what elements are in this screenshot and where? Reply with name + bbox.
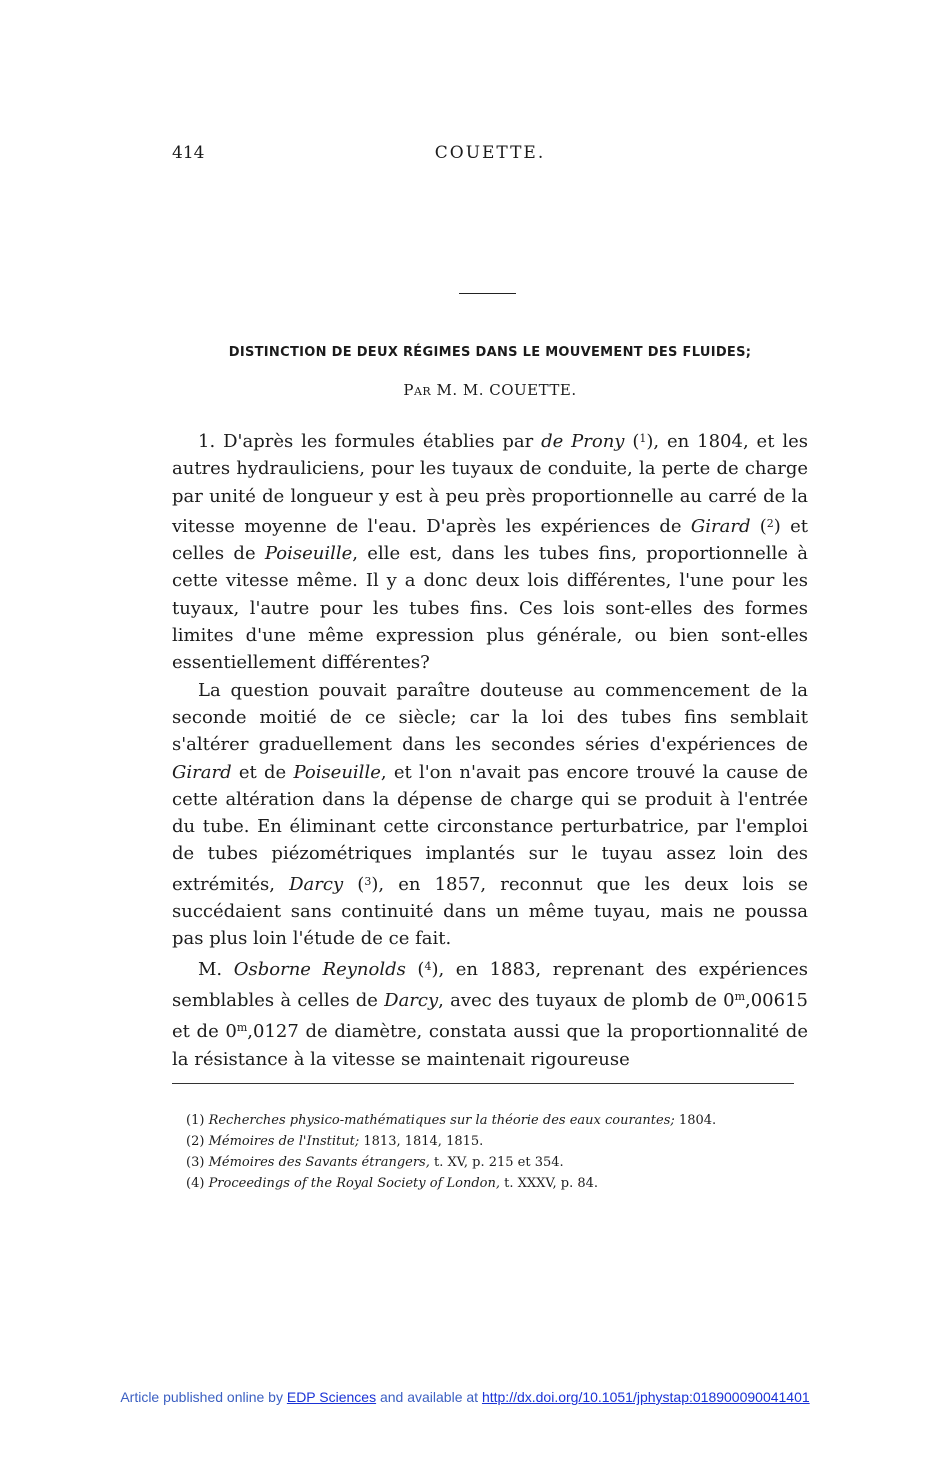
byline (172, 381, 808, 399)
body-text (172, 425, 808, 1073)
running-header (172, 143, 808, 167)
author-name-darcy: Darcy (384, 989, 439, 1011)
text-run: et de (238, 761, 287, 783)
footnote-detail: t. XV, p. 215 et 354. (434, 1155, 564, 1170)
footnote-separator-rule (172, 1083, 794, 1084)
author-name-girard: Girard (690, 515, 751, 537)
section-number: 1. (198, 431, 216, 452)
text-run: et celles de (172, 515, 808, 565)
footnote-2 (172, 1131, 808, 1152)
publisher-line-middle: and available at (379, 1389, 479, 1405)
text-run: , en 1883, reprenant des expériences semblables à celles de (172, 958, 809, 1011)
text-run: , avec des tuyaux de plomb de 0 (438, 989, 735, 1011)
text-run: , en 1804, et les autres hydrauliciens, pour les tuyaux de conduite, la perte de charge par unité de longueur y est à peu près proportionnelle au carré de la vitesse moyenne de l'eau. D'après les expériences de (172, 431, 808, 537)
footnote-ref-3[interactable]: 3 (364, 874, 372, 888)
text-run: D'après les formules établies par (223, 431, 534, 452)
byline-author: M. M. COUETTE. (436, 381, 577, 399)
footnote-1 (172, 1110, 808, 1131)
footnote-ref-1[interactable]: 1 (639, 432, 647, 445)
author-name-poiseuille: Poiseuille (293, 761, 381, 783)
text-run: , elle est, dans les tubes fins, proportionnelle à cette vitesse même. Il y a donc deux lois différentes, l'une pour les tuyaux, l'autre pour les tubes fins. Ces lois sont-elles des formes limites d'une même expression plus générale, ou bien sont-elles essentiellement différentes? (172, 543, 808, 674)
paragraph-2: La question pouvait paraître douteuse au commencement de la seconde moitié de ce siècle; car la loi des tubes fins semblait s'altérer graduellement dans les secondes séries d'expériences de Girard et de Poiseuille, et l'on n'avait pas encore trouvé la cause de cette altération dans la dépense de charge qui se produit à l'entrée du tube. En éliminant cette circonstance perturbatrice, par l'emploi de tubes piézométriques implantés sur le tuyau assez loin des extrémités, Darcy ($^3$), en 1857, reconnut que les deux lois se succédaient sans continuité dans un même tuyau, mais ne poussa pas plus loin l'étude de ce fait. (172, 679, 808, 950)
publisher-line (0, 1389, 930, 1405)
unit-superscript: m (236, 1021, 248, 1035)
text-run: , et l'on n'avait pas encore trouvé la cause de cette altération dans la dépense de charge qui se produit à l'entrée du tube. En éliminant cette circonstance perturbatrice, par l'emploi de tubes piézométriques implantés sur le tuyau assez loin des extrémités, (172, 761, 808, 895)
author-name-prony: de Prony (541, 431, 625, 452)
footnote-detail: 1813, 1814, 1815. (363, 1134, 484, 1149)
paragraph-3: M. Osborne Reynolds ($^4$), en 1883, reprenant des expériences semblables à celles de Darcy, avec des tuyaux de plomb de 0$^m$,00615 et de 0$^m$,0127 de diamètre, constata aussi que la proportionnalité de la résistance à la vitesse se maintenait rigoureuse (172, 958, 809, 1070)
footnote-ref-2[interactable]: 2 (766, 516, 774, 530)
doi-link[interactable]: http://dx.doi.org/10.1051/jphystap:018900090041401 (481, 1389, 810, 1405)
footnote-mark: (2) (186, 1134, 205, 1149)
publisher-line-prefix: Article published online by (120, 1389, 283, 1405)
footnote-mark: (4) (186, 1176, 205, 1191)
text-run: La question pouvait paraître douteuse au commencement de la seconde moitié de ce siècle; car la loi des tubes fins semblait s'altérer graduellement dans les secondes séries d'expériences de (172, 679, 808, 756)
author-name-reynolds: Osborne Reynolds (233, 958, 406, 980)
title-separator-rule (459, 293, 516, 294)
footnote-source-title: Mémoires de l'Institut; (208, 1134, 360, 1149)
text-run: ,0127 de diamètre, constata aussi que la proportionnalité de la résistance à la vitesse se maintenait rigoureuse (172, 1021, 808, 1070)
footnote-detail: 1804. (678, 1113, 717, 1128)
footnote-4 (172, 1173, 808, 1194)
unit-superscript: m (734, 989, 745, 1003)
author-name-darcy: Darcy (289, 873, 344, 895)
footnote-source-title: Recherches physico-mathématiques sur la théorie des eaux courantes; (208, 1113, 675, 1128)
footnote-detail: t. XXXV, p. 84. (504, 1176, 599, 1191)
footnote-mark: (1) (186, 1113, 205, 1128)
article-title: DISTINCTION DE DEUX RÉGIMES DANS LE MOUVEMENT DES FLUIDES; (228, 345, 752, 360)
footnote-3 (172, 1152, 808, 1173)
footnote-source-title: Mémoires des Savants étrangers, (208, 1155, 430, 1170)
footnotes (172, 1110, 808, 1194)
author-name-girard: Girard (172, 761, 232, 783)
text-run: M. (198, 958, 223, 980)
footnote-mark: (3) (186, 1155, 205, 1170)
text-run: ,00615 et de 0 (172, 989, 808, 1043)
footnote-source-title: Proceedings of the Royal Society of London, (208, 1176, 501, 1191)
paragraph-1: 1. D'après les formules établies par de Prony ($^1$), en 1804, et les autres hydrauliciens, pour les tuyaux de conduite, la perte de charge par unité de longueur y est à peu près proportionnelle au carré de la vitesse moyenne de l'eau. D'après les expériences de Girard ($^2$) et celles de Poiseuille, elle est, dans les tubes fins, proportionnelle à cette vitesse même. Il y a donc deux lois différentes, l'une pour les tuyaux, l'autre pour les tubes fins. Ces lois sont-elles des formes limites d'une même expression plus générale, ou bien sont-elles essentiellement différentes? (172, 431, 808, 674)
byline-prefix: Par (403, 381, 432, 399)
footnote-ref-4[interactable]: 4 (424, 959, 432, 973)
running-title: COUETTE. (434, 143, 546, 163)
page-number: 414 (172, 143, 205, 163)
text-run: , en 1857, reconnut que les deux lois se succédaient sans continuité dans un même tuyau, mais ne poussa pas plus loin l'étude de ce fait. (172, 873, 808, 950)
publisher-link[interactable]: EDP Sciences (286, 1389, 377, 1405)
author-name-poiseuille: Poiseuille (264, 543, 353, 565)
